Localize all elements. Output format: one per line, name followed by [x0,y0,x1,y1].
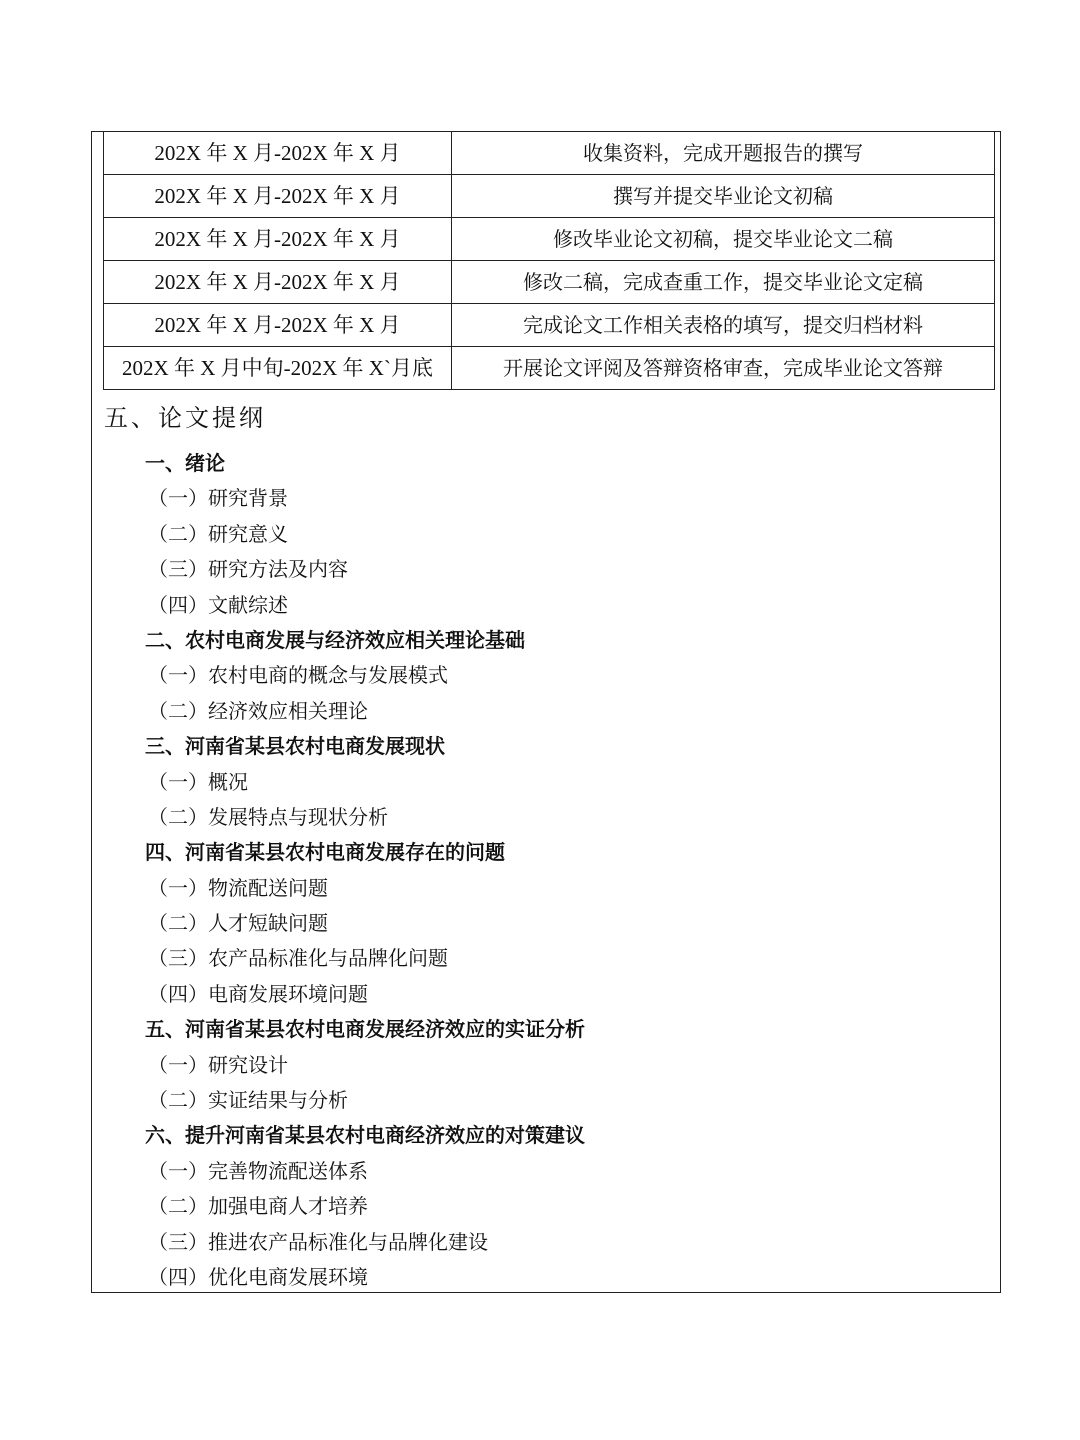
schedule-row [104,175,995,218]
outline-section: （四）文献综述 [148,592,288,617]
outline-section: （二）人才短缺问题 [148,911,328,936]
schedule-period: 202X 年 X 月中旬-202X 年 X`月底 [104,347,452,390]
outline-section: （三）农产品标准化与品牌化问题 [148,946,448,971]
schedule-row [104,218,995,261]
outline-section: （四）优化电商发展环境 [148,1264,368,1289]
schedule-period: 202X 年 X 月-202X 年 X 月 [104,261,452,304]
schedule-task: 完成论文工作相关表格的填写，提交归档材料 [452,304,995,347]
outline-section: （二）经济效应相关理论 [148,698,368,723]
outline-section: （一）完善物流配送体系 [148,1158,368,1183]
outline-list [142,446,585,1295]
outline-chapter: 四、河南省某县农村电商发展存在的问题 [145,840,505,865]
schedule-row [104,261,995,304]
outline-section: （三）研究方法及内容 [148,557,348,582]
outline-chapter: 六、提升河南省某县农村电商经济效应的对策建议 [145,1123,585,1148]
outline-section: （二）加强电商人才培养 [148,1194,368,1219]
schedule-table [103,131,995,390]
schedule-table-body [104,132,995,390]
outline-section: （三）推进农产品标准化与品牌化建设 [148,1229,488,1254]
outline-section: （一）研究设计 [148,1052,288,1077]
outline-section: （一）农村电商的概念与发展模式 [148,663,448,688]
outline-section: （四）电商发展环境问题 [148,981,368,1006]
schedule-task: 修改二稿，完成查重工作，提交毕业论文定稿 [452,261,995,304]
schedule-task: 收集资料，完成开题报告的撰写 [452,132,995,175]
outline-chapter: 三、河南省某县农村电商发展现状 [145,734,445,759]
schedule-row [104,132,995,175]
schedule-period: 202X 年 X 月-202X 年 X 月 [104,218,452,261]
outline-section: （一）物流配送问题 [148,875,328,900]
outline-section: （一）概况 [148,769,248,794]
outline-heading: 五、论文提纲 [104,404,266,432]
schedule-row [104,304,995,347]
schedule-period: 202X 年 X 月-202X 年 X 月 [104,175,452,218]
outline-section: （二）实证结果与分析 [148,1088,348,1113]
outline-section: （二）发展特点与现状分析 [148,804,388,829]
schedule-period: 202X 年 X 月-202X 年 X 月 [104,304,452,347]
outline-chapter: 二、农村电商发展与经济效应相关理论基础 [145,627,525,652]
schedule-period: 202X 年 X 月-202X 年 X 月 [104,132,452,175]
schedule-task: 修改毕业论文初稿，提交毕业论文二稿 [452,218,995,261]
schedule-task: 开展论文评阅及答辩资格审查，完成毕业论文答辩 [452,347,995,390]
schedule-task: 撰写并提交毕业论文初稿 [452,175,995,218]
outline-section: （一）研究背景 [148,486,288,511]
outline-chapter: 一、绪论 [145,451,225,475]
outline-chapter: 五、河南省某县农村电商发展经济效应的实证分析 [145,1017,585,1042]
schedule-row [104,347,995,390]
outline-section: （二）研究意义 [148,521,288,546]
